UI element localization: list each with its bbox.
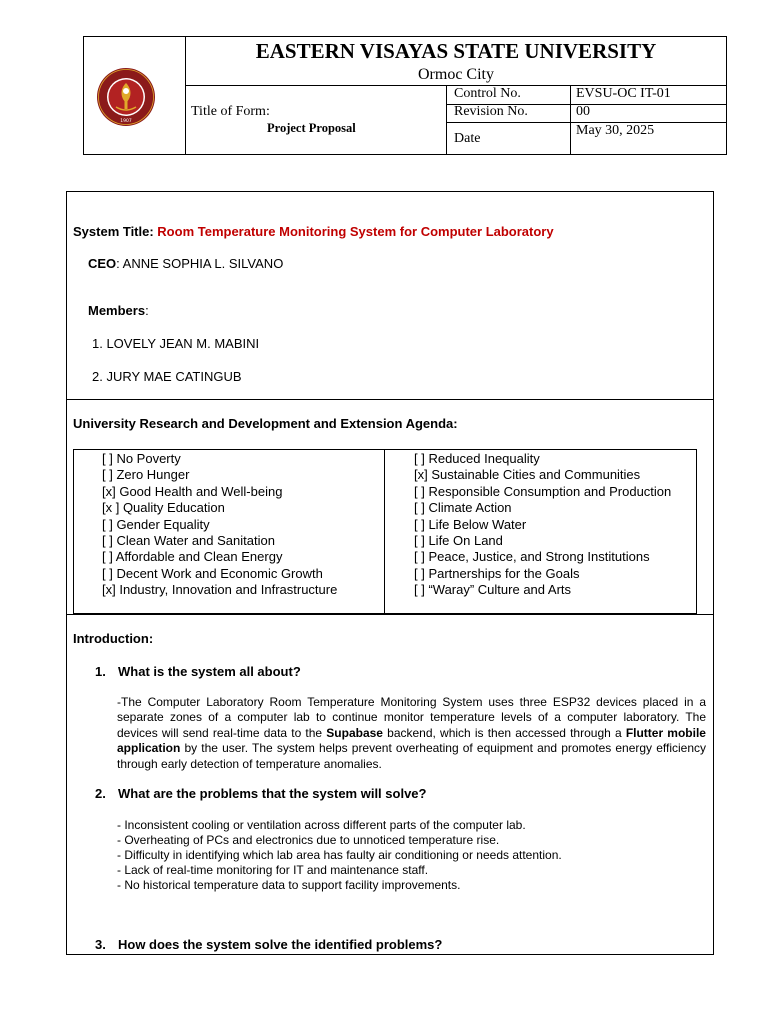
agenda-heading-text: University Research and Development and Extension Agenda xyxy=(73,416,454,431)
control-no-value: EVSU-OC IT-01 xyxy=(576,86,671,101)
question-2 xyxy=(95,786,426,801)
agenda-item: [ ] Gender Equality xyxy=(102,516,210,532)
member-item: 2. JURY MAE CATINGUB xyxy=(92,369,242,384)
member-item: 1. LOVELY JEAN M. MABINI xyxy=(92,336,260,351)
members-colon: : xyxy=(145,303,149,318)
agenda-item: [ ] Responsible Consumption and Production xyxy=(414,483,672,499)
form-header xyxy=(83,36,727,155)
section-divider xyxy=(67,399,713,400)
header-col-divider xyxy=(446,85,447,155)
agenda-item: [x] Industry, Innovation and Infrastructure xyxy=(102,582,338,598)
flutter-term: Flutter mobile application xyxy=(117,725,706,756)
question-3 xyxy=(95,937,442,952)
introduction-heading: Introduction: xyxy=(73,631,154,646)
question-2-answers xyxy=(117,818,562,893)
agenda-left-column xyxy=(102,451,337,599)
logo-cell xyxy=(84,37,186,154)
agenda-item: [ ] Decent Work and Economic Growth xyxy=(102,565,323,581)
date-label: Date xyxy=(454,131,481,146)
agenda-item: [ ] Life On Land xyxy=(414,533,503,549)
ceo-name: : ANNE SOPHIA L. SILVANO xyxy=(116,256,284,271)
system-title-value: Room Temperature Monitoring System for Computer Laboratory xyxy=(157,224,554,239)
system-title xyxy=(73,224,554,239)
agenda-item: [ ] Reduced Inequality xyxy=(414,451,540,466)
title-of-form-label: Title of Form: xyxy=(191,104,270,119)
agenda-item: [x ] Quality Education xyxy=(102,500,225,516)
answer-text: -The Computer Laboratory Room Temperature Monitoring System uses three ESP32 devices placed in a separate zones of a computer lab to continue monitor temperature levels of a computer laboratory. The devices will send real-time data to the xyxy=(117,695,706,740)
agenda-right-column xyxy=(414,451,671,599)
agenda-item: [ ] Life Below Water xyxy=(414,516,527,532)
question-1 xyxy=(95,664,301,679)
agenda-item: [ ] Zero Hunger xyxy=(102,467,190,483)
ceo-line xyxy=(88,256,283,271)
problem-item: - Overheating of PCs and electronics due to unnoticed temperature rise. xyxy=(117,833,500,847)
agenda-heading xyxy=(73,416,458,431)
agenda-item: [ ] Partnerships for the Goals xyxy=(414,565,580,581)
ceo-label: CEO xyxy=(88,256,117,271)
agenda-heading-colon: : xyxy=(453,416,458,431)
agenda-item: [ ] No Poverty xyxy=(102,451,181,466)
agenda-item: [x] Sustainable Cities and Communities xyxy=(414,467,641,483)
agenda-table xyxy=(73,449,697,614)
university-name: EASTERN VISAYAS STATE UNIVERSITY xyxy=(255,39,657,63)
members-label: Members xyxy=(88,303,146,318)
question-text: What are the problems that the system will solve? xyxy=(118,786,427,801)
agenda-item: [ ] Peace, Justice, and Strong Institutions xyxy=(414,549,650,565)
proposal-body xyxy=(66,191,714,955)
question-text: What is the system all about? xyxy=(118,664,301,679)
control-no-label: Control No. xyxy=(454,86,521,101)
revision-no-label: Revision No. xyxy=(454,104,528,119)
agenda-item: [ ] Climate Action xyxy=(414,500,512,516)
agenda-item: [ ] Affordable and Clean Energy xyxy=(102,549,283,565)
question-number: 3. xyxy=(95,937,106,952)
question-1-answer xyxy=(117,695,706,772)
section-divider xyxy=(67,614,713,615)
form-title: Project Proposal xyxy=(267,121,356,135)
problem-item: - Inconsistent cooling or ventilation across different parts of the computer lab. xyxy=(117,818,526,832)
question-text: How does the system solve the identified problems? xyxy=(118,937,443,952)
university-city: Ormoc City xyxy=(418,66,494,83)
agenda-item: [ ] Clean Water and Sanitation xyxy=(102,533,275,549)
problem-item: - No historical temperature data to support facility improvements. xyxy=(117,878,461,892)
agenda-divider xyxy=(384,450,385,613)
problem-item: - Lack of real-time monitoring for IT and maintenance staff. xyxy=(117,863,429,877)
revision-no-value: 00 xyxy=(576,104,590,119)
agenda-item: [ ] “Waray” Culture and Arts xyxy=(414,582,572,598)
supabase-term: Supabase xyxy=(326,725,383,740)
date-value: May 30, 2025 xyxy=(576,123,655,138)
seal-year: 1907 xyxy=(120,119,132,124)
system-title-label: System Title: xyxy=(73,224,158,239)
members-heading xyxy=(88,303,149,318)
problem-item: - Difficulty in identifying which lab area has faulty air conditioning or needs attention. xyxy=(117,848,562,862)
question-number: 2. xyxy=(95,786,106,801)
answer-text: by the user. The system helps prevent overheating of equipment and promotes energy efficiency through early detection of temperature anomalies. xyxy=(117,741,706,771)
agenda-item: [x] Good Health and Well-being xyxy=(102,483,283,499)
header-col-divider xyxy=(570,85,571,155)
question-number: 1. xyxy=(95,664,106,679)
answer-text: backend, which is then accessed through a xyxy=(382,725,626,740)
university-seal-icon xyxy=(96,67,156,127)
